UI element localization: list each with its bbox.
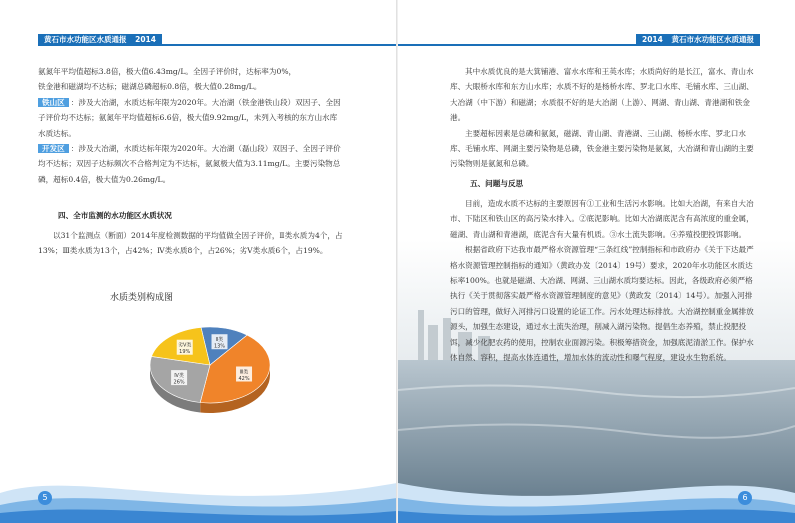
- section-5-title: 五、问题与反思: [470, 179, 524, 188]
- right-body-bottom: [450, 196, 755, 365]
- header-year-right: 2014: [642, 35, 663, 44]
- paragraph-measures: 根据省政府下达我市最严格水资源管理“三条红线”控制指标和市政府办《关于下达最严格水资源管理控制指标的通知》（黄政办发〔2014〕19号）要求，2020年水功能区水质达标率100%。也就是磁湖、大冶湖、网湖、三山湖水质均要达标。因此，各级政府必须严格执行《关于贯彻落实最严格水资源管理制度的意见》（黄政发〔2014〕14号）。加强入河排污口的管理，做好入河排污口设置的论证工作。污水处理达标排放。大冶湖控制重金属排放源头，加强生态建设，通过水土流失治理，削减入湖污染物。提倡生态养殖，禁止投肥投饵，减少化肥农药的使用，控制农业面源污染。积极筹措资金，加强底泥清淤工作。保护水体自然、容积，提高水体连通性，增加水体的流动性和曝气程度，建设水生物系统。: [450, 245, 754, 363]
- page-number-left: 5: [38, 491, 52, 505]
- pie-label-0-0: Ⅱ类: [215, 337, 224, 344]
- pie-label-2-1: 26%: [173, 379, 185, 386]
- pie-svg: [110, 290, 310, 430]
- kaifa-paragraph: [38, 141, 343, 187]
- header-title-left: [38, 34, 162, 46]
- intro-line-1: 氨氮年平均值超标3.8倍，极大值6.43mg/L。全因子评价时，达标率为0%，: [38, 67, 297, 76]
- header-year: 2014: [135, 35, 156, 44]
- footer-wave-right: [398, 463, 795, 523]
- pie-label-2-0: Ⅳ类: [174, 373, 184, 380]
- pie-label-0-1: 13%: [213, 343, 226, 350]
- district-tag-tieshan: 铁山区: [38, 98, 69, 107]
- paragraph-quality-ranking: 其中水质优良的是大箕铺港、富水水库和王英水库；水质尚好的是长江，富水、青山水库、大眼桥水库和东方山水库；水质不好的是杨桥水库、罗北口水库、毛铺水库、三山湖、大冶湖（中下游）和磁湖；水质很不好的是大冶湖（上游）、网湖、青山湖、青港湖和铁金港。: [450, 67, 754, 123]
- district-tag-kaifa: 开发区: [38, 144, 69, 153]
- right-page: [398, 0, 795, 523]
- intro-line-2: 铁金港和磁湖均不达标；磁湖总磷超标0.8倍，极大值0.28mg/L。: [38, 82, 262, 92]
- tieshan-paragraph: [38, 95, 343, 141]
- left-page: [0, 0, 397, 523]
- section-4-text: 以31个监测点（断面）2014年度检测数据的平均值做全因子评价，Ⅱ类水质为4个，占13%；Ⅲ类水质为13个，占42%；Ⅳ类水质8个，占26%；劣Ⅴ类水质6个，占19%。: [38, 231, 343, 256]
- page-number-right: 6: [738, 491, 752, 505]
- header-title-text-right: 黄石市水功能区水质通报: [671, 35, 754, 44]
- kaifa-text: ：涉及大冶湖，水质达标年限为2020年。大冶湖（磊山段）双因子、全因子评价均不达标；双因子达标频次不合格判定为不达标，氨氮极大值为3.11mg/L。主要污染物总磷，超标0.4倍，极大值为0.26mg/L。: [38, 144, 341, 184]
- paragraph-pollutants: 主要超标因素是总磷和氨氮，磁湖、青山湖、青港湖、三山湖、杨桥水库、罗北口水库、毛铺水库、网湖主要污染物是总磷，铁金港主要污染物是氨氮，大冶湖和青山湖的主要污染物则是氨氮和总磷。: [450, 128, 754, 169]
- right-body-top: [450, 64, 755, 172]
- paragraph-causes: 目前，造成水质不达标的主要原因有①工业和生活污水影响。比如大冶湖，有来自大冶市、下陆区和铁山区的高污染水排入。②底泥影响。比如大冶湖底泥含有高浓度的重金属，磁湖、青山湖和青港湖，底泥含有大量有机质。③水土流失影响。④养殖投肥投饵影响。: [450, 199, 754, 239]
- footer-wave: [0, 463, 397, 523]
- header-title-right: [636, 34, 760, 46]
- pie-chart: [110, 290, 310, 430]
- chart-title: 水质类别构成图: [110, 293, 174, 303]
- header-title-text: 黄石市水功能区水质通报: [44, 35, 127, 44]
- section-4-title: 四、全市监测的水功能区水质状况: [58, 211, 172, 220]
- pie-label-3-0: 劣Ⅴ类: [178, 342, 192, 349]
- left-body: [38, 64, 343, 187]
- pie-label-1-1: 42%: [238, 376, 250, 383]
- section-4-body: [38, 228, 343, 259]
- tieshan-text: ：涉及大冶湖，水质达标年限为2020年。大冶湖（铁金港铁山段）双因子、全因子评价均不达标；氨氮年平均值超标6.6倍，极大值9.92mg/L，未列入考核的东方山水库水质达标。: [38, 97, 341, 138]
- pie-label-1-0: Ⅲ类: [239, 369, 249, 376]
- pie-label-3-1: 19%: [179, 349, 191, 356]
